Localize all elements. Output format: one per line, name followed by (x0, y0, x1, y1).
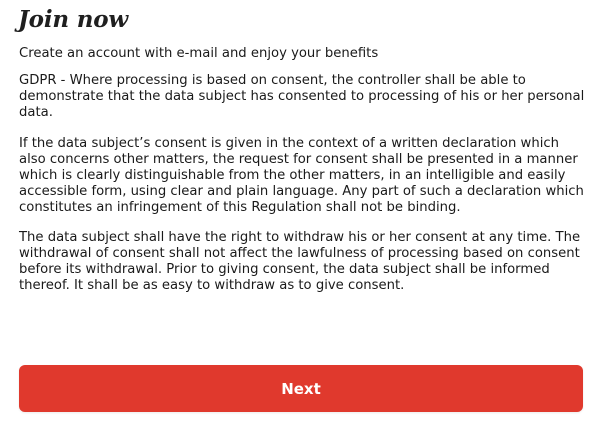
next-button[interactable]: Next (19, 365, 583, 412)
consent-paragraph-withdrawal: The data subject shall have the right to withdraw his or her consent at any time. The withdrawal of consent shall not affect the lawfulness of processing based on consent before its withdrawal. Prior to giving consent, the data subject shall be informed thereof. It shall be as easy to withdraw as to give consent. (19, 230, 581, 293)
subtitle: Create an account with e-mail and enjoy your benefits (19, 46, 379, 61)
consent-paragraph-declaration: If the data subject’s consent is given in the context of a written declaration which also concerns other matters, the request for consent shall be presented in a manner which is clearly distinguishable from the other matters, in an intelligible and easily accessible form, using clear and plain language. Any part of such a declaration which constitutes an infringement of this Regulation shall not be binding. (19, 136, 584, 215)
page-title: Join now (18, 6, 128, 33)
consent-paragraph-gdpr: GDPR - Where processing is based on consent, the controller shall be able to demonstrate that the data subject has consented to processing of his or her personal data. (19, 73, 585, 120)
